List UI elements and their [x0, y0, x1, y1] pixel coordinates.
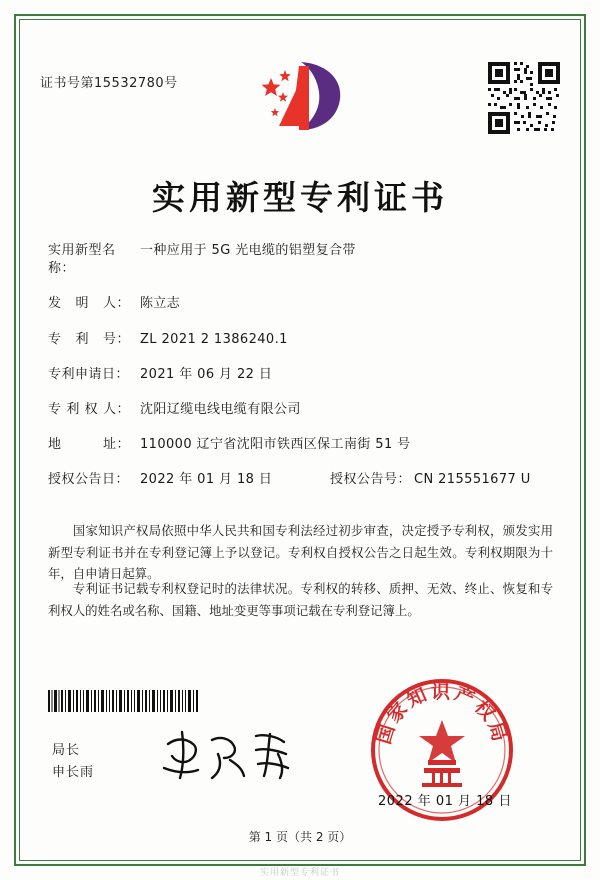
field-label-part: 号：: [102, 331, 130, 347]
director-title-label: 局长: [52, 743, 81, 758]
field-label-secondary: 授权公告号：: [330, 472, 412, 488]
field-label: [48, 295, 140, 313]
field-row-utility-model-name: [48, 242, 556, 278]
qr-code-icon: [488, 62, 560, 134]
seal-date: 2022 年 01 月 18 日: [378, 794, 512, 809]
field-label: [48, 436, 140, 454]
field-label-part: 明: [75, 296, 89, 312]
handwritten-signature-icon: [160, 724, 295, 786]
field-label: [48, 401, 140, 419]
page-indicator: 第 1 页（共 2 页）: [248, 830, 352, 844]
field-value: 陈立志: [140, 296, 181, 312]
field-row-patent-number: [48, 331, 556, 349]
field-value-secondary: CN 215551677 U: [414, 472, 531, 488]
field-row-grant-announcement: [48, 471, 556, 489]
field-label-part: 地: [48, 437, 62, 453]
field-value: 2021 年 06 月 22 日: [140, 366, 273, 382]
field-label-part: 发: [48, 296, 62, 312]
field-label-part: 利: [66, 401, 80, 417]
field-row-application-date: [48, 366, 556, 384]
field-label-part: 利: [75, 331, 89, 347]
certificate-number: 证书号第15532780号: [40, 76, 178, 91]
field-value: 沈阳辽缆电线电缆有限公司: [140, 401, 301, 417]
barcode-icon: [48, 690, 198, 712]
field-label-part: 人：: [102, 296, 130, 312]
field-label-part: 人：: [102, 401, 130, 417]
field-label: 专利申请日：: [48, 366, 130, 382]
signature-labels: [52, 740, 94, 784]
field-label: [48, 331, 140, 349]
field-label-part: 专: [48, 331, 62, 347]
field-label: 授权公告日：: [48, 472, 130, 488]
footer-faint-text: 实用新型专利证书: [259, 868, 340, 878]
field-label-part: 权: [84, 401, 99, 417]
patent-office-logo-icon: [255, 58, 347, 136]
legal-paragraph-2: 专利证书记载专利权登记时的法律状况。专利权的转移、质押、无效、终止、恢复和专利权人的姓名或名称、国籍、地址变更等事项记载在专利登记簿上。: [48, 581, 553, 618]
field-row-address: [48, 436, 556, 454]
field-label: 实用新型名称：: [48, 243, 116, 277]
field-label-part: 专: [48, 401, 62, 417]
field-label-part: 址：: [102, 437, 130, 453]
field-value: 110000 辽宁省沈阳市铁西区保工南街 51 号: [140, 437, 411, 453]
legal-paragraph-1: 国家知识产权局依照中华人民共和国专利法经过初步审查，决定授予专利权，颁发实用新型专利证书并在专利登记簿上予以登记。专利权自授权公告之日起生效。专利权期限为十年，自申请日起算。: [48, 523, 553, 582]
field-row-patentee: [48, 401, 556, 419]
director-name-label: 申长雨: [52, 765, 95, 781]
svg-text:国家知识产权局: 国家知识产权局: [372, 681, 512, 747]
certificate-fields: [48, 242, 556, 507]
field-value: 一种应用于 5G 光电缆的铝塑复合带: [140, 243, 356, 258]
field-row-inventor: [48, 295, 556, 313]
page-title: 实用新型专利证书: [152, 178, 448, 217]
field-value: ZL 2021 2 1386240.1: [140, 331, 288, 347]
field-value: 2022 年 01 月 18 日: [140, 472, 273, 488]
